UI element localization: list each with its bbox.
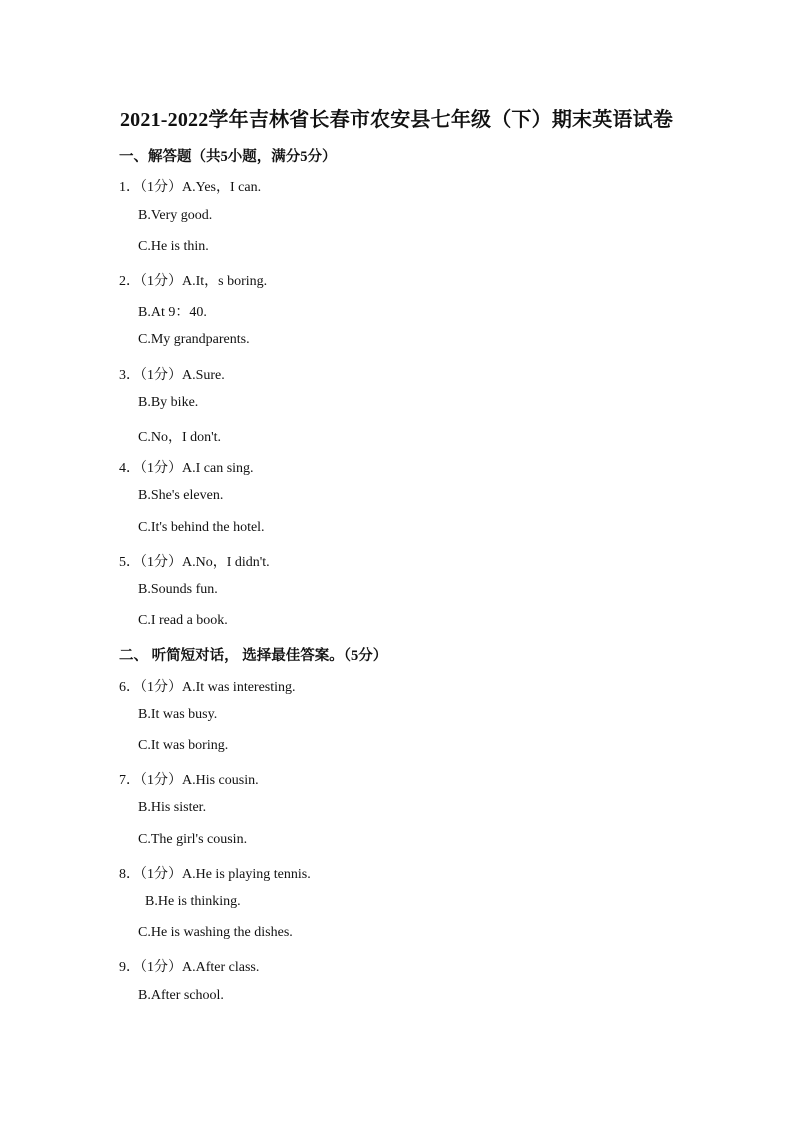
question-2: 2．（1分）A.It，s boring. bbox=[119, 274, 268, 289]
question-3: 3．（1分）A.Sure. bbox=[119, 368, 225, 383]
question-6-option-b: B.It was busy. bbox=[138, 707, 218, 722]
section-heading-1: 一、解答题（共5小题，满分5分） bbox=[119, 149, 337, 165]
question-7-option-b: B.His sister. bbox=[138, 800, 207, 815]
question-8-option-b: B.He is thinking. bbox=[145, 894, 241, 909]
question-2-option-c: C.My grandparents. bbox=[138, 332, 250, 347]
question-4: 4．（1分）A.I can sing. bbox=[119, 461, 254, 476]
question-8: 8．（1分）A.He is playing tennis. bbox=[119, 867, 311, 882]
question-3-option-c: C.No，I don't. bbox=[138, 430, 222, 445]
question-6-option-c: C.It was boring. bbox=[138, 738, 229, 753]
question-7-option-c: C.The girl's cousin. bbox=[138, 832, 248, 847]
question-5-option-b: B.Sounds fun. bbox=[138, 582, 218, 597]
question-7: 7．（1分）A.His cousin. bbox=[119, 773, 259, 788]
question-1: 1．（1分）A.Yes，I can. bbox=[119, 180, 262, 195]
question-8-option-c: C.He is washing the dishes. bbox=[138, 925, 293, 940]
question-2-option-b: B.At 9：40. bbox=[138, 305, 207, 320]
question-5-option-c: C.I read a book. bbox=[138, 613, 228, 628]
question-5: 5．（1分）A.No，I didn't. bbox=[119, 555, 270, 570]
question-1-option-b: B.Very good. bbox=[138, 208, 213, 223]
question-9: 9．（1分）A.After class. bbox=[119, 960, 260, 975]
question-1-option-c: C.He is thin. bbox=[138, 239, 209, 254]
question-4-option-b: B.She's eleven. bbox=[138, 488, 224, 503]
page-title: 2021-2022学年吉林省长春市农安县七年级（下）期末英语试卷 bbox=[119, 109, 674, 131]
question-6: 6．（1分）A.It was interesting. bbox=[119, 680, 296, 695]
question-4-option-c: C.It's behind the hotel. bbox=[138, 520, 265, 535]
question-9-option-b: B.After school. bbox=[138, 988, 224, 1003]
section-heading-2: 二、 听简短对话， 选择最佳答案。（5分） bbox=[119, 648, 388, 664]
question-3-option-b: B.By bike. bbox=[138, 395, 199, 410]
